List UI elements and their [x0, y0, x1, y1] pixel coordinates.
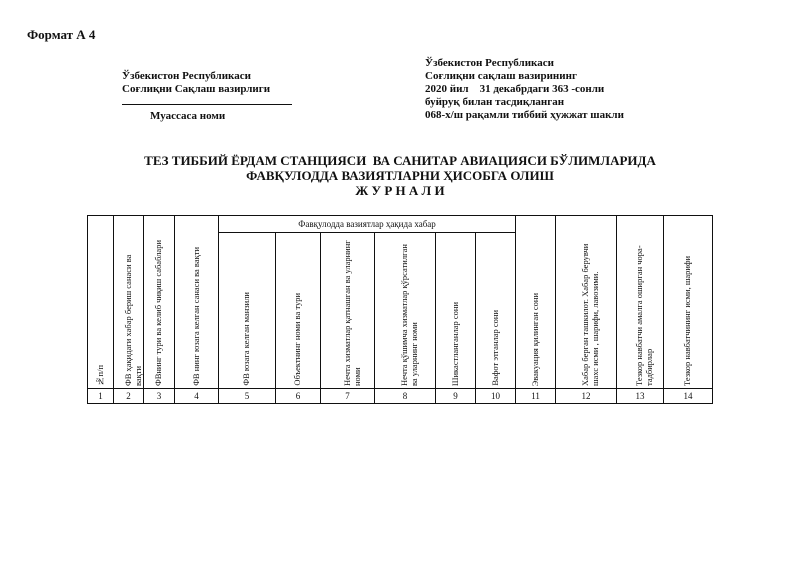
right-header-line4: буйруқ билан тасдиқланган [425, 96, 565, 108]
journal-table [87, 215, 713, 404]
col-number-1: 1 [88, 389, 114, 404]
group-header: Фавқулодда вазиятлар ҳақида хабар [219, 216, 516, 233]
col-number-10: 10 [476, 389, 516, 404]
col-number-4: 4 [175, 389, 219, 404]
col-header-8: Нечта қўшимча хизматлар қўрсатилган ва уларнинг номи [375, 233, 436, 389]
right-header-line3: 2020 йил 31 декабрдаги 363 -сонли [425, 83, 605, 95]
format-label: Формат А 4 [27, 27, 96, 42]
right-header [425, 57, 624, 122]
left-header [122, 70, 270, 96]
col-header-13: Тезкор навбатчи амалга оширган чора-тадбирлар [617, 216, 664, 389]
col-header-10: Вафот этганлар сони [476, 233, 516, 389]
col-number-14: 14 [664, 389, 713, 404]
col-number-12: 12 [556, 389, 617, 404]
title-line1: ТЕЗ ТИББИЙ ЁРДАМ СТАНЦИЯСИ ВА САНИТАР АВИАЦИЯСИ БЎЛИМЛАРИДА [144, 153, 656, 168]
col-number-6: 6 [276, 389, 321, 404]
col-number-11: 11 [516, 389, 556, 404]
institution-label: Муассаса номи [150, 110, 226, 122]
left-header-line2: Соғлиқни Сақлаш вазирлиги [122, 83, 271, 95]
document-title [130, 153, 670, 198]
col-number-2: 2 [114, 389, 144, 404]
left-header-line1: Ўзбекистон Республикаси [122, 70, 251, 82]
col-number-3: 3 [144, 389, 175, 404]
col-header-6: Объектнинг номи ва тури [276, 233, 321, 389]
institution-underline [122, 104, 292, 105]
col-number-7: 7 [321, 389, 375, 404]
col-header-3: ФВнинг тури ва келиб чиқиш сабаблари [144, 216, 175, 389]
col-header-14: Тезкор навбатчининг исми, шарифи [664, 216, 713, 389]
col-header-9: Шикастланганлар сони [436, 233, 476, 389]
col-number-5: 5 [219, 389, 276, 404]
col-header-7: Нечта хизматлар қатнашган ва уларнинг номи [321, 233, 375, 389]
column-number-row [88, 389, 713, 404]
col-header-2: ФВ ҳақидаги хабар бериш санаси ва вақти [114, 216, 144, 389]
col-header-4: ФВ нинг юзага келган санаси ва вақти [175, 216, 219, 389]
col-header-11: Эвакуация қилинган сони [516, 216, 556, 389]
col-number-9: 9 [436, 389, 476, 404]
col-number-8: 8 [375, 389, 436, 404]
col-number-13: 13 [617, 389, 664, 404]
right-header-line5: 068-х/ш рақамли тиббий ҳужжат шакли [425, 109, 624, 121]
right-header-line1: Ўзбекистон Республикаси [425, 57, 554, 69]
title-line2: ФАВҚУЛОДДА ВАЗИЯТЛАРНИ ҲИСОБГА ОЛИШ [246, 168, 554, 183]
title-line3: Ж У Р Н А Л И [355, 183, 445, 198]
col-header-5: ФВ юзага келган манзили [219, 233, 276, 389]
col-header-12: Хабар берган ташкилот. Хабар берувчи шахс исми , шарифи, лавозими. [556, 216, 617, 389]
right-header-line2: Соғлиқни сақлаш вазирининг [425, 70, 577, 82]
col-header-1: №п/п [88, 216, 114, 389]
